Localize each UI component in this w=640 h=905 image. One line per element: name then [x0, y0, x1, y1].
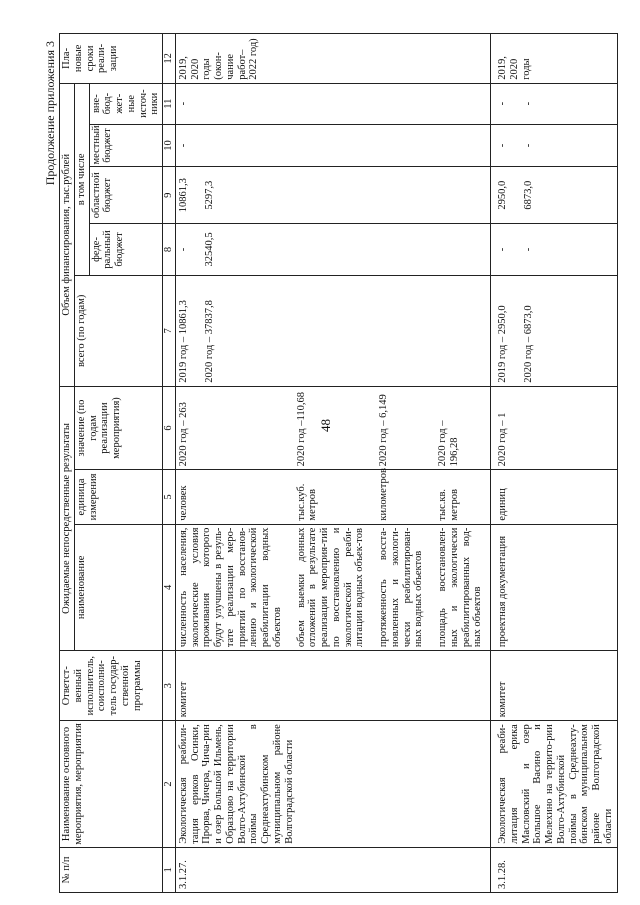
responsible: комитет: [175, 651, 490, 721]
col-number: 12: [163, 34, 176, 84]
program-table: [59, 33, 618, 893]
fin-fed-header: феде-ральный бюджет: [89, 223, 163, 275]
result-value: 2020 год – 1: [491, 386, 618, 470]
col-resp-header: Ответст-венный исполнитель, соисполни-тель государ-ственной программы: [60, 651, 163, 721]
finance-total: [175, 275, 490, 386]
col-number: 2: [163, 721, 176, 848]
finance-regional: [491, 167, 618, 224]
col-number: 10: [163, 124, 176, 167]
result-unit: единиц: [491, 470, 618, 524]
result-name: объем выемки донных отложений в результате реализации мероприя-тий по восстановлению и экологической реаби-литации водных объек-тов: [286, 524, 369, 651]
finance-value: -: [497, 247, 508, 252]
fin-incl-header: в том числе: [74, 83, 89, 275]
col-number: 8: [163, 223, 176, 275]
finance-regional: [175, 167, 490, 224]
result-name: численность населения, экологические условия проживания которого будут улучшены в резуль-тате реализации меро-приятий по восстанов-лению и экологической реабилитации водных объектов: [175, 524, 285, 651]
result-name: протяженность восста-новленных и экологи-чески реабилитирован-ных водных объектов: [368, 524, 427, 651]
finance-total-year: 2020 год – 37837,8: [203, 300, 215, 383]
term: 2019, 2020 годы (окон-чание работ– 2022 год): [175, 34, 490, 84]
finance-value: -: [497, 101, 508, 106]
finance-header: Объем финансирования, тыс.рублей: [60, 83, 75, 386]
measure-name: Экологическая реаби-литация ерика Масловский и озер Большое Васино и Мелехино на террито-рии Волго-Ахтубинской поймы в Среднеахту-бинском муниципальном районе Волгоградской области: [491, 721, 618, 848]
column-numbers-row: [163, 34, 176, 893]
result-value: 2020 год – 196,28: [427, 386, 491, 470]
finance-local: -: [175, 124, 490, 167]
finance-local: [491, 124, 618, 167]
header-row-1: [60, 34, 75, 893]
finance-value: -: [497, 143, 508, 148]
col-number: 9: [163, 167, 176, 224]
fin-loc-header: местный бюджет: [89, 124, 163, 167]
result-unit: человек: [175, 470, 285, 524]
table-row: [491, 34, 618, 893]
fin-total-header: всего (по годам): [74, 275, 162, 386]
col-number: 6: [163, 386, 176, 470]
result-name: проектная документация: [491, 524, 618, 651]
res-unit-header: единица измерения: [74, 470, 162, 524]
finance-value: -: [522, 247, 534, 252]
rotated-table-sheet: [43, 33, 626, 893]
finance-total-year: 2019 год – 2950,0: [497, 305, 508, 383]
finance-value: -: [522, 143, 534, 148]
fin-extra-header: вне-бюд-жет-ные источ-ники: [89, 83, 163, 124]
result-value: 2020 год – 6,149: [368, 386, 427, 470]
finance-value: 10861,3: [177, 178, 189, 213]
result-value: 2020 год – 263: [175, 386, 285, 470]
res-name-header: наименование: [74, 524, 162, 651]
measure-name: Экологическая реабили-тация ериков Осинки, Прорва, Чичера, Чича-рин и озер Большой Ильмень, Образцово на территории Волго-Ахтубинской поймы в Среднеахтубинском муниципальном районе Волгоградской области: [175, 721, 490, 848]
finance-federal: [175, 223, 490, 275]
finance-federal: [491, 223, 618, 275]
table-row: [175, 34, 285, 893]
row-number: 3.1.27.: [175, 847, 490, 892]
finance-total: [491, 275, 618, 386]
finance-extra: [491, 83, 618, 124]
result-unit: километров: [368, 470, 427, 524]
finance-value: 5297,3: [203, 180, 215, 210]
col-number: 4: [163, 524, 176, 651]
res-value-header: значение (по годам реализации мероприятия): [74, 386, 162, 470]
finance-value: 6873,0: [522, 180, 534, 210]
col-number: 3: [163, 651, 176, 721]
finance-value: -: [522, 101, 534, 106]
col-number: 5: [163, 470, 176, 524]
finance-total-year: 2019 год – 10861,3: [177, 300, 189, 383]
term: 2019, 2020 годы: [491, 34, 618, 84]
finance-total-year: 2020 год – 6873,0: [522, 305, 534, 383]
results-header: Ожидаемые непосредственные результаты: [60, 386, 75, 650]
result-value: 2020 год –110,68: [286, 386, 369, 470]
col-number: 1: [163, 847, 176, 892]
finance-extra: -: [175, 83, 490, 124]
col-name-header: Наименование основного мероприятия, мероприятия: [60, 721, 163, 848]
responsible: комитет: [491, 651, 618, 721]
row-number: 3.1.28.: [491, 847, 618, 892]
continuation-label: Продолжение приложения 3: [43, 41, 57, 186]
page-number: 48: [318, 419, 333, 432]
col-term-header: Пла-новые сроки реали-зации: [60, 34, 163, 84]
col-number: 11: [163, 83, 176, 124]
result-unit: тыс.кв. метров: [427, 470, 491, 524]
col-number: 7: [163, 275, 176, 386]
result-name: площадь восстановлен-ных и экологически реабилитированных вод-ных объектов: [427, 524, 491, 651]
col-no-header: № п/п: [60, 847, 163, 892]
finance-value: -: [177, 247, 189, 252]
finance-value: 32540,5: [203, 232, 215, 267]
result-unit: тыс.куб. метров: [286, 470, 369, 524]
fin-reg-header: областной бюджет: [89, 167, 163, 224]
finance-value: 2950,0: [497, 180, 508, 210]
